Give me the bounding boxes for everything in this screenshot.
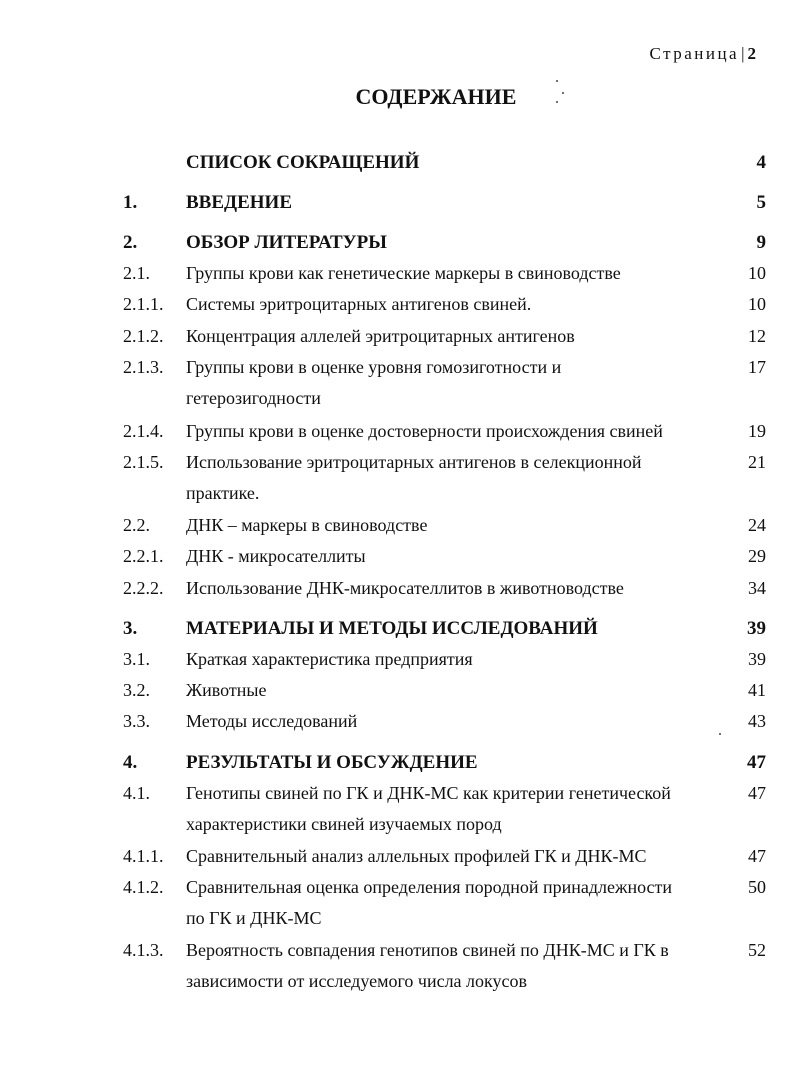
toc-entry-page: 50 (748, 877, 766, 897)
toc-entry-title-line: Животные (186, 680, 267, 700)
toc-entry-title-line: Использование эритроцитарных антигенов в селекционной (186, 452, 642, 472)
toc-entry-page: 10 (748, 263, 766, 283)
toc-entry-title (186, 447, 706, 509)
toc-entry-page: 47 (747, 752, 766, 773)
toc-entry-page: 4 (756, 152, 766, 173)
toc-entry-page: 5 (756, 192, 766, 213)
toc-entry-number: 3. (123, 618, 138, 639)
toc-entry-title-line: ДНК - микросателлиты (186, 546, 366, 566)
toc-entry-title-line: РЕЗУЛЬТАТЫ И ОБСУЖДЕНИЕ (186, 752, 478, 773)
toc-entry-title-line: практике. (186, 483, 260, 503)
toc-entry-number: 2.2.1. (123, 546, 164, 566)
toc-entry-title (186, 706, 706, 737)
scan-speck (556, 101, 558, 103)
toc-entry-number: 2.2.2. (123, 578, 164, 598)
toc-entry-number: 4.1.3. (123, 940, 164, 960)
toc-entry-title-line: гетерозигодности (186, 388, 321, 408)
toc-entry-title-line: ВВЕДЕНИЕ (186, 192, 292, 213)
toc-entry-title (186, 289, 706, 320)
toc-entry-title (186, 416, 706, 447)
toc-entry-page: 10 (748, 294, 766, 314)
toc-entry-title (186, 227, 706, 258)
page-number: 2 (747, 44, 756, 63)
toc-entry-page: 41 (748, 680, 766, 700)
toc-entry-number: 3.1. (123, 649, 150, 669)
toc-entry-number: 2.1.1. (123, 294, 164, 314)
toc-entry-title (186, 675, 706, 706)
toc-entry-page: 24 (748, 515, 766, 535)
page-header-separator: | (741, 44, 745, 63)
toc-entry-title (186, 541, 706, 572)
toc-entry-page: 9 (756, 232, 766, 253)
toc-entry-number: 4.1.2. (123, 877, 164, 897)
toc-entry-title-line: Группы крови в оценке уровня гомозиготности и (186, 357, 562, 377)
toc-entry-page: 47 (748, 783, 766, 803)
toc-entry-title (186, 778, 706, 840)
toc-entry-title-line: характеристики свиней изучаемых пород (186, 814, 502, 834)
toc-entry-number: 4.1. (123, 783, 150, 803)
toc-entry-title-line: по ГК и ДНК-МС (186, 908, 322, 928)
toc-entry-title-line: МАТЕРИАЛЫ И МЕТОДЫ ИССЛЕДОВАНИЙ (186, 618, 598, 639)
toc-entry-number: 3.2. (123, 680, 150, 700)
toc-entry-title-line: зависимости от исследуемого числа локусов (186, 971, 527, 991)
toc-entry-title (186, 187, 706, 218)
toc-entry-page: 39 (747, 618, 766, 639)
toc-entry-title (186, 872, 706, 934)
toc-entry-title-line: Сравнительный анализ аллельных профилей ГК и ДНК-МС (186, 846, 647, 866)
toc-entry-page: 43 (748, 711, 766, 731)
toc-entry-title-line: Вероятность совпадения генотипов свиней по ДНК-МС и ГК в (186, 940, 669, 960)
document-title: СОДЕРЖАНИЕ (355, 84, 517, 109)
toc-entry-number: 1. (123, 192, 138, 213)
page-header (649, 44, 756, 64)
toc-entry-title-line: ДНК – маркеры в свиноводстве (186, 515, 428, 535)
toc-entry-number: 2.1.5. (123, 452, 164, 472)
toc-entry-page: 19 (748, 421, 766, 441)
toc-entry-page: 29 (748, 546, 766, 566)
toc-entry-number: 2.1.2. (123, 326, 164, 346)
toc-entry-title-line: ОБЗОР ЛИТЕРАТУРЫ (186, 232, 387, 253)
toc-entry-title-line: Системы эритроцитарных антигенов свиней. (186, 294, 532, 314)
toc-entry-title (186, 573, 706, 604)
toc-entry-number: 2.2. (123, 515, 150, 535)
toc-entry-title (186, 747, 706, 778)
toc-entry-title-line: Использование ДНК-микросателлитов в животноводстве (186, 578, 624, 598)
toc-entry-number: 3.3. (123, 711, 150, 731)
scan-speck (556, 80, 558, 82)
toc-entry-title-line: Концентрация аллелей эритроцитарных антигенов (186, 326, 575, 346)
toc-entry-title-line: Краткая характеристика предприятия (186, 649, 473, 669)
toc-entry-page: 39 (748, 649, 766, 669)
toc-entry-title (186, 644, 706, 675)
toc-entry-page: 47 (748, 846, 766, 866)
toc-entry-title-line: Сравнительная оценка определения породной принадлежности (186, 877, 673, 897)
toc-entry-title-line: Генотипы свиней по ГК и ДНК-МС как критерии генетической (186, 783, 671, 803)
toc-entry-number: 2.1.3. (123, 357, 164, 377)
toc-entry-title-line: Методы исследований (186, 711, 358, 731)
toc-entry-title-line: Группы крови как генетические маркеры в свиноводстве (186, 263, 621, 283)
toc-entry-page: 52 (748, 940, 766, 960)
toc-entry-title (186, 352, 706, 414)
toc-entry-title (186, 841, 706, 872)
toc-entry-page: 17 (748, 357, 766, 377)
toc-entry-title (186, 510, 706, 541)
toc-entry-number: 2.1. (123, 263, 150, 283)
toc-entry-title (186, 258, 706, 289)
toc-entry-number: 2.1.4. (123, 421, 164, 441)
toc-entry-number: 2. (123, 232, 138, 253)
toc-entry-title (186, 613, 706, 644)
toc-entry-number: 4. (123, 752, 138, 773)
scan-speck (562, 92, 564, 94)
toc-entry-title-line: СПИСОК СОКРАЩЕНИЙ (186, 152, 420, 173)
toc-entry-title (186, 147, 706, 178)
toc-entry-page: 12 (748, 326, 766, 346)
toc-entry-title (186, 321, 706, 352)
toc-entry-title (186, 935, 706, 997)
page-header-label: Страница (649, 44, 740, 63)
scan-speck (719, 733, 721, 735)
toc-entry-page: 34 (748, 578, 766, 598)
toc-entry-page: 21 (748, 452, 766, 472)
toc-entry-title-line: Группы крови в оценке достоверности происхождения свиней (186, 421, 663, 441)
toc-entry-number: 4.1.1. (123, 846, 164, 866)
